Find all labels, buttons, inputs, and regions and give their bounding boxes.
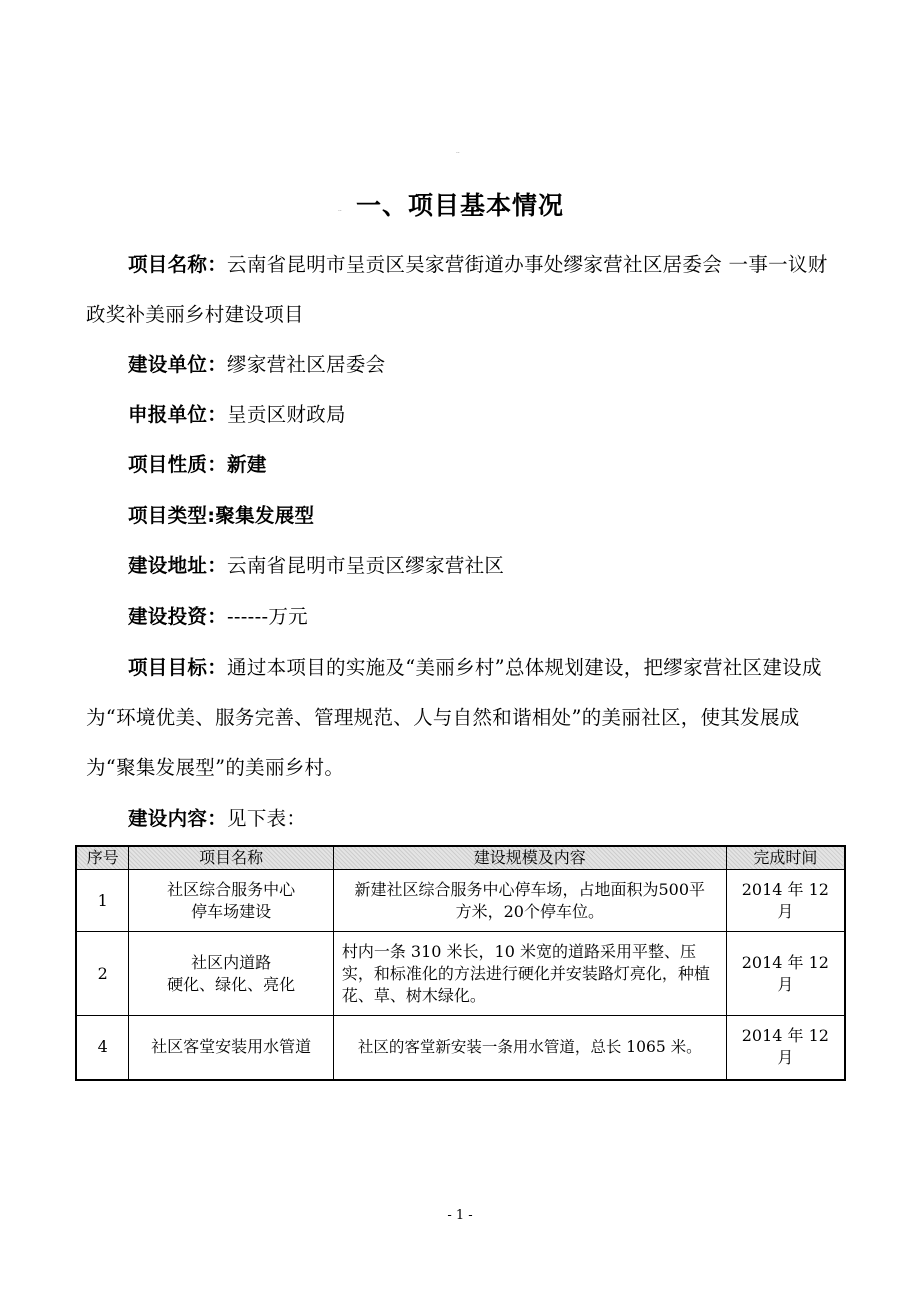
header-mark: .. bbox=[456, 148, 460, 155]
table-row bbox=[76, 870, 845, 932]
cell-no: 2 bbox=[76, 932, 129, 1016]
field-target bbox=[86, 643, 846, 793]
table-row bbox=[76, 1016, 845, 1080]
construction-table bbox=[75, 845, 846, 1081]
field-value: 聚集发展型 bbox=[215, 504, 315, 527]
cell-time: 2014 年 12 月 bbox=[726, 932, 845, 1016]
field-label: 项目名称： bbox=[128, 253, 228, 276]
field-project-type bbox=[86, 491, 846, 541]
field-value: 云南省昆明市呈贡区吴家营街道办事处缪家营社区居委会 一事一议财政奖补美丽乡村建设项目 bbox=[86, 253, 828, 326]
header-cell-scope: 建设规模及内容 bbox=[333, 846, 726, 870]
field-construction-unit bbox=[86, 340, 846, 390]
cell-no: 1 bbox=[76, 870, 129, 932]
cell-name bbox=[129, 932, 333, 1016]
field-label: 建设投资： bbox=[128, 605, 228, 628]
header-cell-no: 序号 bbox=[76, 846, 129, 870]
field-applicant-unit bbox=[86, 390, 846, 440]
cell-scope: 村内一条 310 米长，10 米宽的道路采用平整、压实，和标准化的方法进行硬化并安装路灯亮化，种植花、草、树木绿化。 bbox=[333, 932, 726, 1016]
header-cell-time: 完成时间 bbox=[726, 846, 845, 870]
cell-scope: 新建社区综合服务中心停车场，占地面积为500平方米，20个停车位。 bbox=[333, 870, 726, 932]
field-value: 呈贡区财政局 bbox=[227, 403, 346, 426]
field-value: 见下表： bbox=[227, 807, 307, 830]
field-value: 通过本项目的实施及“美丽乡村”总体规划建设，把缪家营社区建设成为“环境优美、服务完善、管理规范、人与自然和谐相处”的美丽社区，使其发展成为“聚集发展型”的美丽乡村。 bbox=[86, 656, 822, 779]
field-value: ------万元 bbox=[227, 605, 308, 628]
field-label: 项目性质： bbox=[128, 453, 228, 476]
table-header-row bbox=[76, 846, 845, 870]
cell-name-line: 社区综合服务中心 bbox=[167, 879, 296, 899]
cell-scope: 社区的客堂新安装一条用水管道，总长 1065 米。 bbox=[333, 1016, 726, 1080]
field-project-name bbox=[86, 240, 846, 340]
section-title: 一、项目基本情况 bbox=[355, 191, 564, 220]
field-label: 建设单位： bbox=[128, 353, 228, 376]
cell-name: 社区客堂安装用水管道 bbox=[129, 1016, 333, 1080]
cell-name-line: 硬化、绿化、亮化 bbox=[167, 974, 296, 994]
field-content bbox=[86, 794, 846, 844]
field-value: 新建 bbox=[227, 453, 267, 476]
header-cell-name: 项目名称 bbox=[129, 846, 333, 870]
field-address bbox=[86, 541, 846, 591]
table-row bbox=[76, 932, 845, 1016]
field-project-nature bbox=[86, 440, 846, 490]
field-label: 建设内容： bbox=[128, 807, 228, 830]
cell-name-line: 停车场建设 bbox=[191, 901, 272, 921]
field-label: 项目目标： bbox=[128, 656, 228, 679]
page-number: - 1 - bbox=[447, 1208, 473, 1223]
cell-time: 2014 年 12 月 bbox=[726, 1016, 845, 1080]
field-value: 缪家营社区居委会 bbox=[227, 353, 386, 376]
field-label: 建设地址： bbox=[128, 554, 228, 577]
title-mark: .. bbox=[338, 206, 342, 213]
cell-name bbox=[129, 870, 333, 932]
cell-time: 2014 年 12 月 bbox=[726, 870, 845, 932]
cell-name-line: 社区内道路 bbox=[191, 952, 272, 972]
field-label: 申报单位： bbox=[128, 403, 228, 426]
field-label: 项目类型: bbox=[128, 504, 216, 527]
field-investment bbox=[86, 592, 846, 642]
cell-no: 4 bbox=[76, 1016, 129, 1080]
field-value: 云南省昆明市呈贡区缪家营社区 bbox=[227, 554, 505, 577]
